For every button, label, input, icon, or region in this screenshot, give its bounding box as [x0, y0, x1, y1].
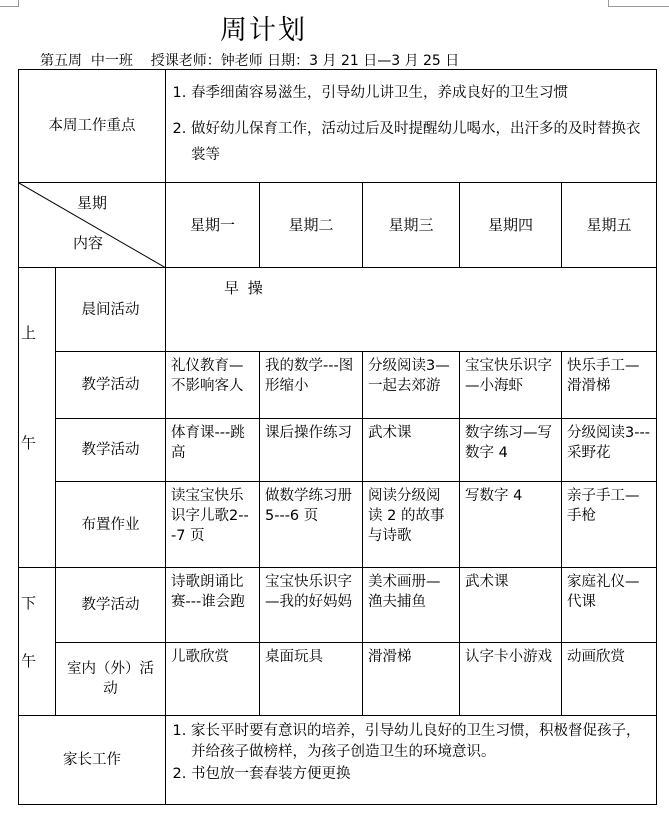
table-cell: 快乐手工—滑滑梯	[562, 352, 657, 419]
table-cell: 礼仪教育—不影响客人	[166, 352, 260, 419]
table-cell: 家庭礼仪—代课	[562, 568, 657, 643]
table-cell: 分级阅读3---采野花	[562, 419, 657, 482]
table-cell: 诗歌朗诵比赛---谁会跑	[166, 568, 260, 643]
parent-work-item: 1. 家长平时要有意识的培养，引导幼儿良好的卫生习惯，积极督促孩子，并给孩子做榜样，为孩子创造卫生的环境意识。	[191, 721, 651, 763]
table-cell: 课后操作练习	[260, 419, 363, 482]
row-label: 教学活动	[56, 568, 166, 643]
row-label: 教学活动	[56, 419, 166, 482]
focus-item: 2. 做好幼儿保育工作，活动过后及时提醒幼儿喝水，出汗多的及时替换衣裳等	[191, 116, 651, 168]
table-row	[19, 482, 657, 568]
table-cell: 儿歌欣赏	[166, 643, 260, 716]
afternoon-label	[19, 568, 56, 716]
focus-row	[19, 70, 657, 183]
table-cell: 阅读分级阅读 2 的故事与诗歌	[363, 482, 460, 568]
table-row	[19, 643, 657, 716]
day-header-thu: 星期四	[460, 183, 562, 268]
table-cell: 写数字 4	[460, 482, 562, 568]
parent-work-label: 家长工作	[19, 716, 166, 805]
table-cell: 桌面玩具	[260, 643, 363, 716]
table-row	[19, 352, 657, 419]
parent-work-item: 2. 书包放一套春装方便更换	[191, 764, 651, 785]
parent-work-content	[166, 716, 657, 805]
page-title: 周计划	[220, 15, 307, 46]
table-cell: 武术课	[363, 419, 460, 482]
morning-activity-row	[19, 268, 657, 352]
table-cell: 我的数学---图形缩小	[260, 352, 363, 419]
weekly-plan-table	[18, 69, 657, 805]
day-header-fri: 星期五	[562, 183, 657, 268]
table-row	[19, 419, 657, 482]
table-cell: 亲子手工—手枪	[562, 482, 657, 568]
morning-label	[19, 268, 56, 568]
page-corner-mark-right	[608, 0, 669, 7]
table-cell: 体育课---跳高	[166, 419, 260, 482]
day-header-mon: 星期一	[166, 183, 260, 268]
table-cell: 认字卡小游戏	[460, 643, 562, 716]
table-cell: 美术画册—渔夫捕鱼	[363, 568, 460, 643]
table-cell: 宝宝快乐识字—小海虾	[460, 352, 562, 419]
page-subtitle: 第五周 中一班 授课老师：钟老师 日期：3 月 21 日—3 月 25 日	[40, 53, 460, 69]
row-label: 教学活动	[56, 352, 166, 419]
afternoon-label-bottom: 午	[21, 651, 37, 670]
diagonal-header-cell	[19, 183, 166, 268]
diagonal-label-weekday: 星期	[77, 194, 108, 212]
row-label: 晨间活动	[56, 268, 166, 352]
day-header-tue: 星期二	[260, 183, 363, 268]
diagonal-label-content: 内容	[73, 234, 104, 252]
table-cell: 数字练习—写数字 4	[460, 419, 562, 482]
parent-work-row	[19, 716, 657, 805]
table-cell: 滑滑梯	[363, 643, 460, 716]
table-cell: 做数学练习册 5---6 页	[260, 482, 363, 568]
table-cell: 动画欣赏	[562, 643, 657, 716]
morning-label-bottom: 午	[21, 433, 37, 452]
table-cell: 读宝宝快乐识字儿歌2---7 页	[166, 482, 260, 568]
focus-content	[166, 70, 657, 183]
table-cell: 宝宝快乐识字—我的好妈妈	[260, 568, 363, 643]
focus-label: 本周工作重点	[19, 70, 166, 183]
table-cell: 分级阅读3—一起去郊游	[363, 352, 460, 419]
morning-exercise: 早 操	[166, 268, 657, 352]
table-row	[19, 568, 657, 643]
morning-label-top: 上	[21, 323, 37, 342]
focus-item: 1. 春季细菌容易滋生，引导幼儿讲卫生，养成良好的卫生习惯	[191, 80, 651, 106]
table-cell: 武术课	[460, 568, 562, 643]
row-label: 布置作业	[56, 482, 166, 568]
page-corner-mark-left	[0, 0, 19, 7]
header-row	[19, 183, 657, 268]
afternoon-label-top: 下	[21, 593, 37, 612]
day-header-wed: 星期三	[363, 183, 460, 268]
row-label: 室内（外）活动	[56, 643, 166, 716]
